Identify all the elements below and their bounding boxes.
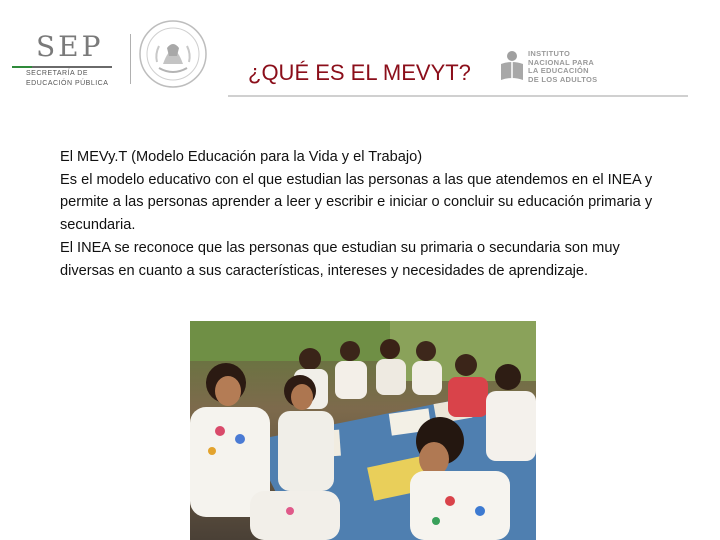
paragraph: Es el modelo educativo con el que estudian las personas a las que atendemos en el INEA y permite a las personas aprender a leer y escribir e iniciar o concluir su educación primaria y secundaria.	[60, 171, 653, 234]
header-rule	[228, 95, 688, 97]
sep-rule-accent	[12, 66, 32, 68]
body-text	[60, 146, 660, 282]
inea-line: INSTITUTO	[528, 49, 571, 58]
header-divider	[130, 34, 131, 84]
inea-text	[528, 50, 597, 84]
inea-line: NACIONAL PARA	[528, 57, 595, 67]
inea-line: DE LOS ADULTOS	[528, 74, 598, 84]
sep-wordmark: SEP	[36, 30, 104, 63]
inea-person-book-icon	[498, 50, 526, 86]
mexico-seal-icon	[137, 18, 209, 90]
sep-subtitle-line1: SECRETARÍA DE	[26, 70, 88, 77]
inea-logo	[498, 50, 608, 90]
paragraph: El MEVy.T (Modelo Educación para la Vida y el Trabajo)	[60, 149, 423, 165]
women-studying-photo	[190, 321, 536, 540]
sep-logo	[12, 30, 122, 90]
paragraph: El INEA se reconoce que las personas que estudian su primaria o secundaria son muy diversas en cuanto a sus características, intereses y necesidades de aprendizaje.	[60, 239, 620, 279]
sep-subtitle-line2: EDUCACIÓN PÚBLICA	[26, 80, 109, 87]
inea-line: LA EDUCACIÓN	[528, 66, 589, 75]
page-title: ¿QUÉ ES EL MEVYT?	[248, 60, 471, 85]
